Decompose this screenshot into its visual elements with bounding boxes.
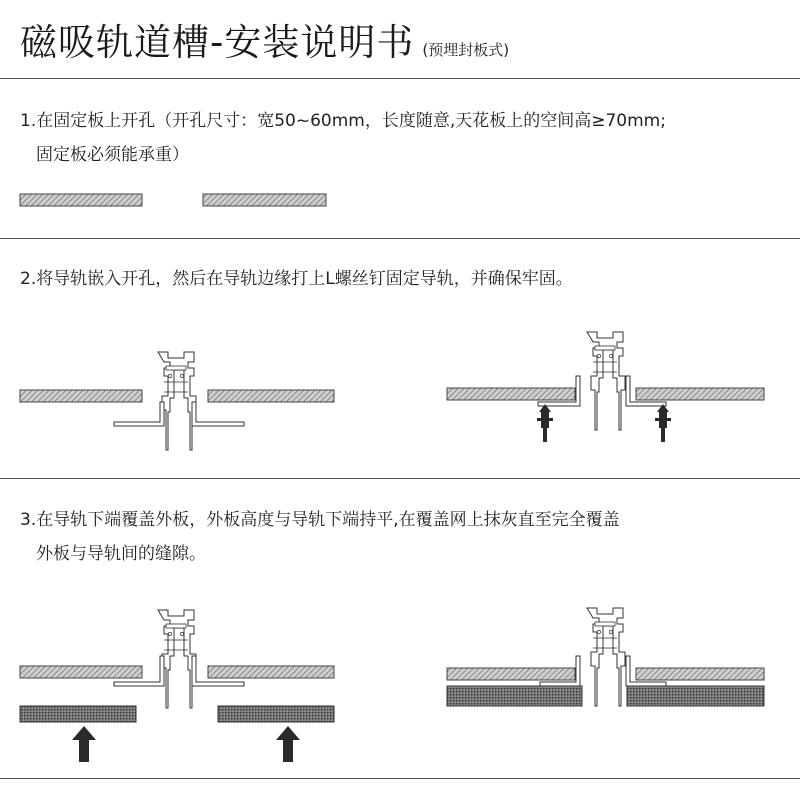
- up-arrow-icon: [276, 726, 300, 762]
- up-arrow-icon: [72, 726, 96, 762]
- board-right: [636, 388, 764, 400]
- board-right: [203, 194, 326, 206]
- step-2-text: [20, 262, 790, 296]
- step-3-line-2: 外板与导轨间的缝隙。: [36, 544, 206, 564]
- outer-board-right: [218, 706, 334, 722]
- magnetic-track: [587, 608, 625, 706]
- divider: [0, 478, 800, 479]
- step-1-text: [20, 104, 790, 172]
- board-left: [447, 668, 575, 680]
- step-1-diagram: [0, 180, 800, 220]
- screw-icon: [655, 404, 671, 442]
- step-2-diagram: [0, 320, 800, 470]
- header: [20, 12, 509, 72]
- step-3-diagram: [0, 598, 800, 768]
- outer-board-left: [20, 706, 136, 722]
- board-right: [208, 666, 334, 678]
- page-title: 磁吸轨道槽-安装说明书: [20, 21, 415, 64]
- step-1-line-1: 1.在固定板上开孔（开孔尺寸：宽50~60mm，长度随意,天花板上的空间高≥70mm;: [20, 111, 666, 131]
- board-left: [20, 194, 142, 206]
- step-2-line-1: 2.将导轨嵌入开孔，然后在导轨边缘打上L螺丝钉固定导轨，并确保牢固。: [20, 269, 573, 289]
- board-right: [636, 668, 764, 680]
- step-3-line-1: 3.在导轨下端覆盖外板，外板高度与导轨下端持平,在覆盖网上抹灰直至完全覆盖: [20, 510, 620, 530]
- board-left: [20, 390, 142, 402]
- step-3-text: [20, 503, 790, 571]
- magnetic-track: [158, 352, 196, 450]
- magnetic-track: [587, 332, 625, 430]
- divider: [0, 78, 800, 79]
- board-right: [208, 390, 334, 402]
- plaster-layer-left: [447, 686, 582, 706]
- page-subtitle: (预埋封板式): [422, 41, 510, 59]
- plaster-layer-right: [627, 686, 764, 706]
- step-1-line-2: 固定板必须能承重）: [36, 145, 189, 165]
- board-left: [447, 388, 575, 400]
- board-left: [20, 666, 142, 678]
- track-flange-right: [192, 402, 244, 426]
- divider: [0, 778, 800, 779]
- track-flange-left: [114, 402, 164, 426]
- divider: [0, 238, 800, 239]
- screw-icon: [537, 404, 553, 442]
